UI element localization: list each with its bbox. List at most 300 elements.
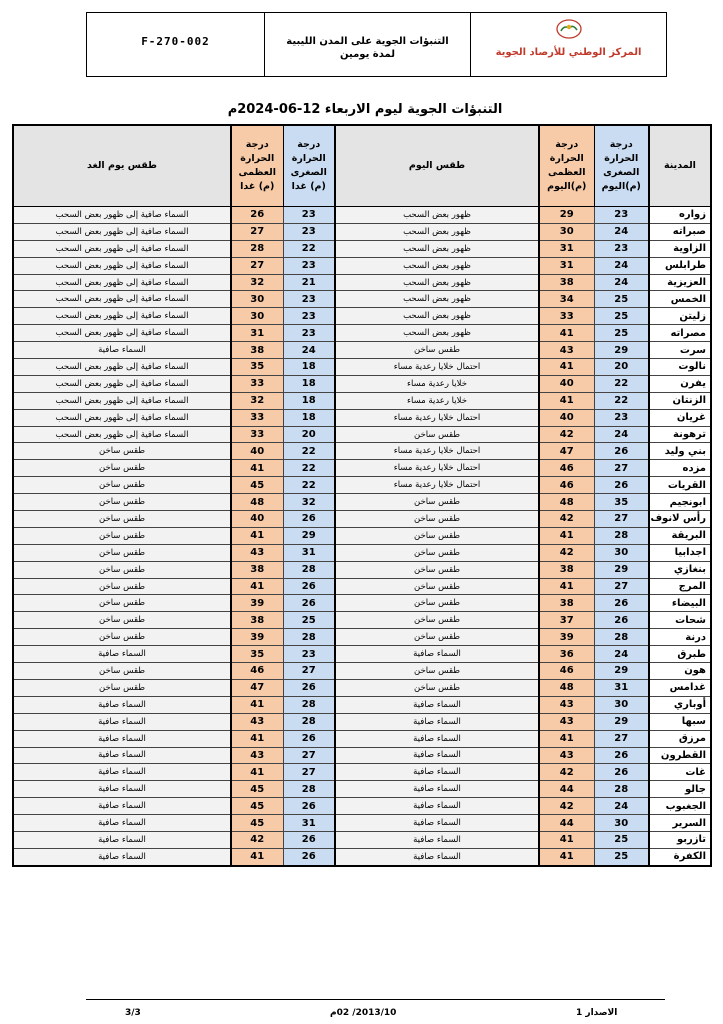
weather-today: احتمال خلايا رعدية مساء (335, 409, 539, 426)
min-today: 24 (594, 426, 649, 443)
max-tomorrow: 41 (231, 460, 283, 477)
max-today: 46 (539, 477, 594, 494)
max-today: 41 (539, 359, 594, 376)
max-today: 30 (539, 223, 594, 240)
min-today: 28 (594, 527, 649, 544)
table-header-row (13, 125, 711, 207)
max-today: 43 (539, 696, 594, 713)
min-tomorrow: 28 (283, 629, 335, 646)
min-tomorrow: 23 (283, 308, 335, 325)
city-name: غريان (649, 409, 711, 426)
min-tomorrow: 26 (283, 511, 335, 528)
max-today: 41 (539, 578, 594, 595)
weather-today: خلايا رعدية مساء (335, 375, 539, 392)
min-tomorrow: 23 (283, 207, 335, 224)
min-tomorrow: 18 (283, 392, 335, 409)
weather-today: طقس ساخن (335, 595, 539, 612)
max-tomorrow: 39 (231, 595, 283, 612)
max-today: 41 (539, 848, 594, 865)
min-tomorrow: 22 (283, 460, 335, 477)
min-today: 27 (594, 511, 649, 528)
min-today: 29 (594, 342, 649, 359)
weather-today: ظهور بعض السحب (335, 207, 539, 224)
min-today: 29 (594, 713, 649, 730)
weather-tomorrow: طقس ساخن (13, 679, 231, 696)
weather-today: ظهور بعض السحب (335, 308, 539, 325)
max-today: 41 (539, 831, 594, 848)
min-today: 28 (594, 629, 649, 646)
weather-tomorrow: طقس ساخن (13, 494, 231, 511)
weather-tomorrow: السماء صافية إلى ظهور بعض السحب (13, 375, 231, 392)
min-tomorrow: 20 (283, 426, 335, 443)
min-tomorrow: 18 (283, 409, 335, 426)
city-name: مزده (649, 460, 711, 477)
min-tomorrow: 28 (283, 696, 335, 713)
min-today: 24 (594, 223, 649, 240)
min-today: 26 (594, 764, 649, 781)
table-row (13, 815, 711, 832)
max-tomorrow: 30 (231, 308, 283, 325)
city-name: اجدابيا (649, 544, 711, 561)
min-tomorrow: 23 (283, 646, 335, 663)
max-today: 44 (539, 815, 594, 832)
max-tomorrow: 31 (231, 325, 283, 342)
min-tomorrow: 26 (283, 679, 335, 696)
max-today: 34 (539, 291, 594, 308)
table-row (13, 612, 711, 629)
max-today: 36 (539, 646, 594, 663)
col-header-max-tomorrow: درجة الحرارة العظمى (م) غدا (231, 125, 283, 207)
max-today: 41 (539, 730, 594, 747)
table-row (13, 527, 711, 544)
min-today: 25 (594, 831, 649, 848)
min-today: 26 (594, 612, 649, 629)
max-tomorrow: 27 (231, 257, 283, 274)
weather-today: طقس ساخن (335, 561, 539, 578)
max-tomorrow: 43 (231, 544, 283, 561)
max-tomorrow: 43 (231, 747, 283, 764)
city-name: سرت (649, 342, 711, 359)
max-tomorrow: 45 (231, 798, 283, 815)
weather-tomorrow: السماء صافية إلى ظهور بعض السحب (13, 308, 231, 325)
min-tomorrow: 18 (283, 359, 335, 376)
max-today: 39 (539, 629, 594, 646)
city-name: الزاوية (649, 240, 711, 257)
max-today: 43 (539, 713, 594, 730)
table-row (13, 342, 711, 359)
min-today: 26 (594, 477, 649, 494)
weather-tomorrow: السماء صافية (13, 831, 231, 848)
weather-today: السماء صافية (335, 764, 539, 781)
weather-tomorrow: السماء صافية إلى ظهور بعض السحب (13, 207, 231, 224)
forecast-table (12, 124, 712, 867)
min-today: 24 (594, 646, 649, 663)
weather-today: ظهور بعض السحب (335, 223, 539, 240)
min-today: 28 (594, 781, 649, 798)
city-name: الخمس (649, 291, 711, 308)
table-row (13, 460, 711, 477)
city-name: الكفرة (649, 848, 711, 865)
weather-today: احتمال خلايا رعدية مساء (335, 359, 539, 376)
max-tomorrow: 45 (231, 781, 283, 798)
weather-today: طقس ساخن (335, 544, 539, 561)
city-name: العزيزية (649, 274, 711, 291)
min-tomorrow: 22 (283, 240, 335, 257)
max-today: 31 (539, 257, 594, 274)
max-today: 48 (539, 494, 594, 511)
min-tomorrow: 26 (283, 831, 335, 848)
city-name: صبراته (649, 223, 711, 240)
min-today: 22 (594, 392, 649, 409)
table-row (13, 392, 711, 409)
weather-today: ظهور بعض السحب (335, 257, 539, 274)
table-row (13, 831, 711, 848)
city-name: ترهونة (649, 426, 711, 443)
table-row (13, 629, 711, 646)
min-today: 22 (594, 375, 649, 392)
min-today: 26 (594, 443, 649, 460)
max-tomorrow: 42 (231, 831, 283, 848)
col-header-city: المدينة (649, 125, 711, 207)
city-name: زليتن (649, 308, 711, 325)
col-header-weather-tomorrow: طقس يوم الغد (13, 125, 231, 207)
city-name: القطرون (649, 747, 711, 764)
city-name: مصراته (649, 325, 711, 342)
weather-today: ظهور بعض السحب (335, 291, 539, 308)
max-today: 43 (539, 747, 594, 764)
city-name: الزنتان (649, 392, 711, 409)
city-name: زواره (649, 207, 711, 224)
city-name: يفرن (649, 375, 711, 392)
org-cell (471, 13, 666, 76)
max-tomorrow: 33 (231, 375, 283, 392)
min-today: 20 (594, 359, 649, 376)
min-tomorrow: 26 (283, 848, 335, 865)
min-tomorrow: 23 (283, 291, 335, 308)
weather-today: طقس ساخن (335, 342, 539, 359)
max-today: 31 (539, 240, 594, 257)
city-name: غدامس (649, 679, 711, 696)
min-tomorrow: 23 (283, 223, 335, 240)
weather-tomorrow: طقس ساخن (13, 578, 231, 595)
max-today: 41 (539, 392, 594, 409)
weather-tomorrow: السماء صافية (13, 798, 231, 815)
weather-tomorrow: السماء صافية (13, 713, 231, 730)
min-today: 23 (594, 409, 649, 426)
table-row (13, 764, 711, 781)
max-tomorrow: 32 (231, 392, 283, 409)
city-name: طبرق (649, 646, 711, 663)
table-row (13, 257, 711, 274)
min-today: 24 (594, 274, 649, 291)
min-tomorrow: 26 (283, 578, 335, 595)
city-name: درنة (649, 629, 711, 646)
max-tomorrow: 40 (231, 511, 283, 528)
weather-tomorrow: السماء صافية إلى ظهور بعض السحب (13, 291, 231, 308)
max-tomorrow: 39 (231, 629, 283, 646)
max-today: 46 (539, 460, 594, 477)
city-name: هون (649, 663, 711, 680)
table-row (13, 494, 711, 511)
table-row (13, 595, 711, 612)
table-row (13, 679, 711, 696)
weather-today: ظهور بعض السحب (335, 325, 539, 342)
table-row (13, 426, 711, 443)
city-name: ابونجيم (649, 494, 711, 511)
max-tomorrow: 38 (231, 612, 283, 629)
max-today: 37 (539, 612, 594, 629)
max-tomorrow: 43 (231, 713, 283, 730)
min-today: 25 (594, 291, 649, 308)
min-tomorrow: 25 (283, 612, 335, 629)
max-today: 44 (539, 781, 594, 798)
max-today: 42 (539, 798, 594, 815)
weather-today: طقس ساخن (335, 629, 539, 646)
min-today: 31 (594, 679, 649, 696)
weather-tomorrow: السماء صافية إلى ظهور بعض السحب (13, 274, 231, 291)
table-row (13, 240, 711, 257)
min-tomorrow: 23 (283, 325, 335, 342)
weather-tomorrow: السماء صافية (13, 342, 231, 359)
weather-today: طقس ساخن (335, 527, 539, 544)
min-tomorrow: 21 (283, 274, 335, 291)
max-tomorrow: 40 (231, 443, 283, 460)
max-today: 42 (539, 764, 594, 781)
city-name: الجغبوب (649, 798, 711, 815)
table-row (13, 443, 711, 460)
weather-today: طقس ساخن (335, 663, 539, 680)
col-header-max-today: درجة الحرارة العظمى (م)اليوم (539, 125, 594, 207)
weather-today: احتمال خلايا رعدية مساء (335, 460, 539, 477)
ncm-logo-icon (556, 19, 582, 39)
max-today: 33 (539, 308, 594, 325)
col-header-min-tomorrow: درجة الحرارة الصغرى (م) غدا (283, 125, 335, 207)
max-today: 48 (539, 679, 594, 696)
weather-tomorrow: السماء صافية (13, 646, 231, 663)
city-name: بني وليد (649, 443, 711, 460)
weather-tomorrow: طقس ساخن (13, 544, 231, 561)
table-row (13, 747, 711, 764)
weather-tomorrow: السماء صافية (13, 730, 231, 747)
weather-tomorrow: طقس ساخن (13, 663, 231, 680)
weather-today: السماء صافية (335, 848, 539, 865)
city-name: القريات (649, 477, 711, 494)
min-today: 30 (594, 544, 649, 561)
weather-tomorrow: السماء صافية إلى ظهور بعض السحب (13, 240, 231, 257)
min-tomorrow: 27 (283, 747, 335, 764)
table-row (13, 375, 711, 392)
max-tomorrow: 41 (231, 764, 283, 781)
min-tomorrow: 31 (283, 544, 335, 561)
weather-tomorrow: السماء صافية (13, 696, 231, 713)
max-tomorrow: 41 (231, 527, 283, 544)
table-body (13, 207, 711, 866)
weather-tomorrow: السماء صافية إلى ظهور بعض السحب (13, 392, 231, 409)
min-tomorrow: 24 (283, 342, 335, 359)
city-name: نالوت (649, 359, 711, 376)
table-row (13, 848, 711, 865)
max-today: 43 (539, 342, 594, 359)
table-row (13, 544, 711, 561)
weather-today: السماء صافية (335, 696, 539, 713)
min-tomorrow: 27 (283, 663, 335, 680)
city-name: غات (649, 764, 711, 781)
min-tomorrow: 27 (283, 764, 335, 781)
weather-tomorrow: السماء صافية إلى ظهور بعض السحب (13, 257, 231, 274)
weather-today: السماء صافية (335, 747, 539, 764)
max-tomorrow: 27 (231, 223, 283, 240)
weather-today: احتمال خلايا رعدية مساء (335, 477, 539, 494)
weather-today: ظهور بعض السحب (335, 274, 539, 291)
weather-today: السماء صافية (335, 713, 539, 730)
min-today: 24 (594, 798, 649, 815)
min-today: 25 (594, 848, 649, 865)
footer-page-number: 3/3 (125, 1008, 141, 1018)
city-name: بنغازي (649, 561, 711, 578)
weather-tomorrow: طقس ساخن (13, 612, 231, 629)
header-doc-title (265, 13, 471, 76)
weather-today: السماء صافية (335, 798, 539, 815)
table-row (13, 274, 711, 291)
max-tomorrow: 46 (231, 663, 283, 680)
header-doc-title-line2: لمدة يومين (340, 49, 395, 60)
min-tomorrow: 31 (283, 815, 335, 832)
min-tomorrow: 22 (283, 443, 335, 460)
max-today: 42 (539, 426, 594, 443)
weather-tomorrow: السماء صافية (13, 747, 231, 764)
max-tomorrow: 33 (231, 426, 283, 443)
city-name: المرج (649, 578, 711, 595)
min-today: 26 (594, 595, 649, 612)
weather-tomorrow: طقس ساخن (13, 561, 231, 578)
min-tomorrow: 32 (283, 494, 335, 511)
min-today: 35 (594, 494, 649, 511)
max-today: 42 (539, 511, 594, 528)
weather-tomorrow: طقس ساخن (13, 629, 231, 646)
table-row (13, 646, 711, 663)
min-today: 23 (594, 207, 649, 224)
weather-today: طقس ساخن (335, 511, 539, 528)
min-today: 30 (594, 815, 649, 832)
weather-tomorrow: طقس ساخن (13, 595, 231, 612)
table-row (13, 291, 711, 308)
org-name: المركز الوطني للأرصاد الجوية (495, 47, 642, 58)
weather-today: طقس ساخن (335, 612, 539, 629)
weather-tomorrow: السماء صافية إلى ظهور بعض السحب (13, 359, 231, 376)
max-tomorrow: 41 (231, 730, 283, 747)
min-tomorrow: 28 (283, 561, 335, 578)
table-row (13, 781, 711, 798)
max-tomorrow: 41 (231, 848, 283, 865)
table-row (13, 696, 711, 713)
weather-tomorrow: طقس ساخن (13, 460, 231, 477)
weather-today: ظهور بعض السحب (335, 240, 539, 257)
city-name: رأس لانوف (649, 511, 711, 528)
max-today: 38 (539, 595, 594, 612)
table-row (13, 308, 711, 325)
weather-tomorrow: السماء صافية إلى ظهور بعض السحب (13, 223, 231, 240)
city-name: طرابلس (649, 257, 711, 274)
city-name: البريقة (649, 527, 711, 544)
min-today: 27 (594, 460, 649, 477)
min-today: 29 (594, 663, 649, 680)
max-today: 40 (539, 375, 594, 392)
max-tomorrow: 26 (231, 207, 283, 224)
max-tomorrow: 41 (231, 578, 283, 595)
max-tomorrow: 33 (231, 409, 283, 426)
min-tomorrow: 18 (283, 375, 335, 392)
weather-tomorrow: طقس ساخن (13, 477, 231, 494)
form-code: F-270-002 (87, 13, 265, 76)
min-today: 25 (594, 325, 649, 342)
col-header-weather-today: طقس اليوم (335, 125, 539, 207)
city-name: شحات (649, 612, 711, 629)
weather-tomorrow: السماء صافية إلى ظهور بعض السحب (13, 426, 231, 443)
max-today: 38 (539, 561, 594, 578)
max-today: 40 (539, 409, 594, 426)
max-tomorrow: 32 (231, 274, 283, 291)
min-today: 27 (594, 730, 649, 747)
min-tomorrow: 28 (283, 781, 335, 798)
weather-today: طقس ساخن (335, 679, 539, 696)
weather-today: السماء صافية (335, 815, 539, 832)
weather-today: السماء صافية (335, 781, 539, 798)
min-today: 24 (594, 257, 649, 274)
max-tomorrow: 38 (231, 561, 283, 578)
max-tomorrow: 45 (231, 815, 283, 832)
weather-tomorrow: السماء صافية إلى ظهور بعض السحب (13, 325, 231, 342)
table-row (13, 223, 711, 240)
table-row (13, 663, 711, 680)
city-name: البيضاء (649, 595, 711, 612)
footer-divider (86, 999, 665, 1000)
min-today: 30 (594, 696, 649, 713)
table-row (13, 207, 711, 224)
city-name: تازربو (649, 831, 711, 848)
header-doc-title-line1: التنبؤات الجوية على المدن الليبية (286, 36, 449, 47)
max-today: 29 (539, 207, 594, 224)
footer-date: 2013/10/ 02م (330, 1008, 397, 1018)
max-tomorrow: 41 (231, 696, 283, 713)
min-today: 27 (594, 578, 649, 595)
table-row (13, 409, 711, 426)
min-tomorrow: 29 (283, 527, 335, 544)
max-tomorrow: 48 (231, 494, 283, 511)
weather-today: خلايا رعدية مساء (335, 392, 539, 409)
table-row (13, 359, 711, 376)
city-name: السرير (649, 815, 711, 832)
max-tomorrow: 28 (231, 240, 283, 257)
footer-version: الاصدار 1 (576, 1008, 618, 1018)
min-today: 23 (594, 240, 649, 257)
max-today: 38 (539, 274, 594, 291)
document-header (86, 12, 667, 77)
table-row (13, 713, 711, 730)
max-today: 41 (539, 325, 594, 342)
weather-tomorrow: طقس ساخن (13, 511, 231, 528)
weather-tomorrow: السماء صافية (13, 848, 231, 865)
max-today: 47 (539, 443, 594, 460)
weather-tomorrow: السماء صافية (13, 764, 231, 781)
table-row (13, 561, 711, 578)
weather-tomorrow: السماء صافية إلى ظهور بعض السحب (13, 409, 231, 426)
min-today: 29 (594, 561, 649, 578)
max-tomorrow: 35 (231, 359, 283, 376)
table-row (13, 578, 711, 595)
min-today: 26 (594, 747, 649, 764)
max-tomorrow: 47 (231, 679, 283, 696)
min-tomorrow: 22 (283, 477, 335, 494)
